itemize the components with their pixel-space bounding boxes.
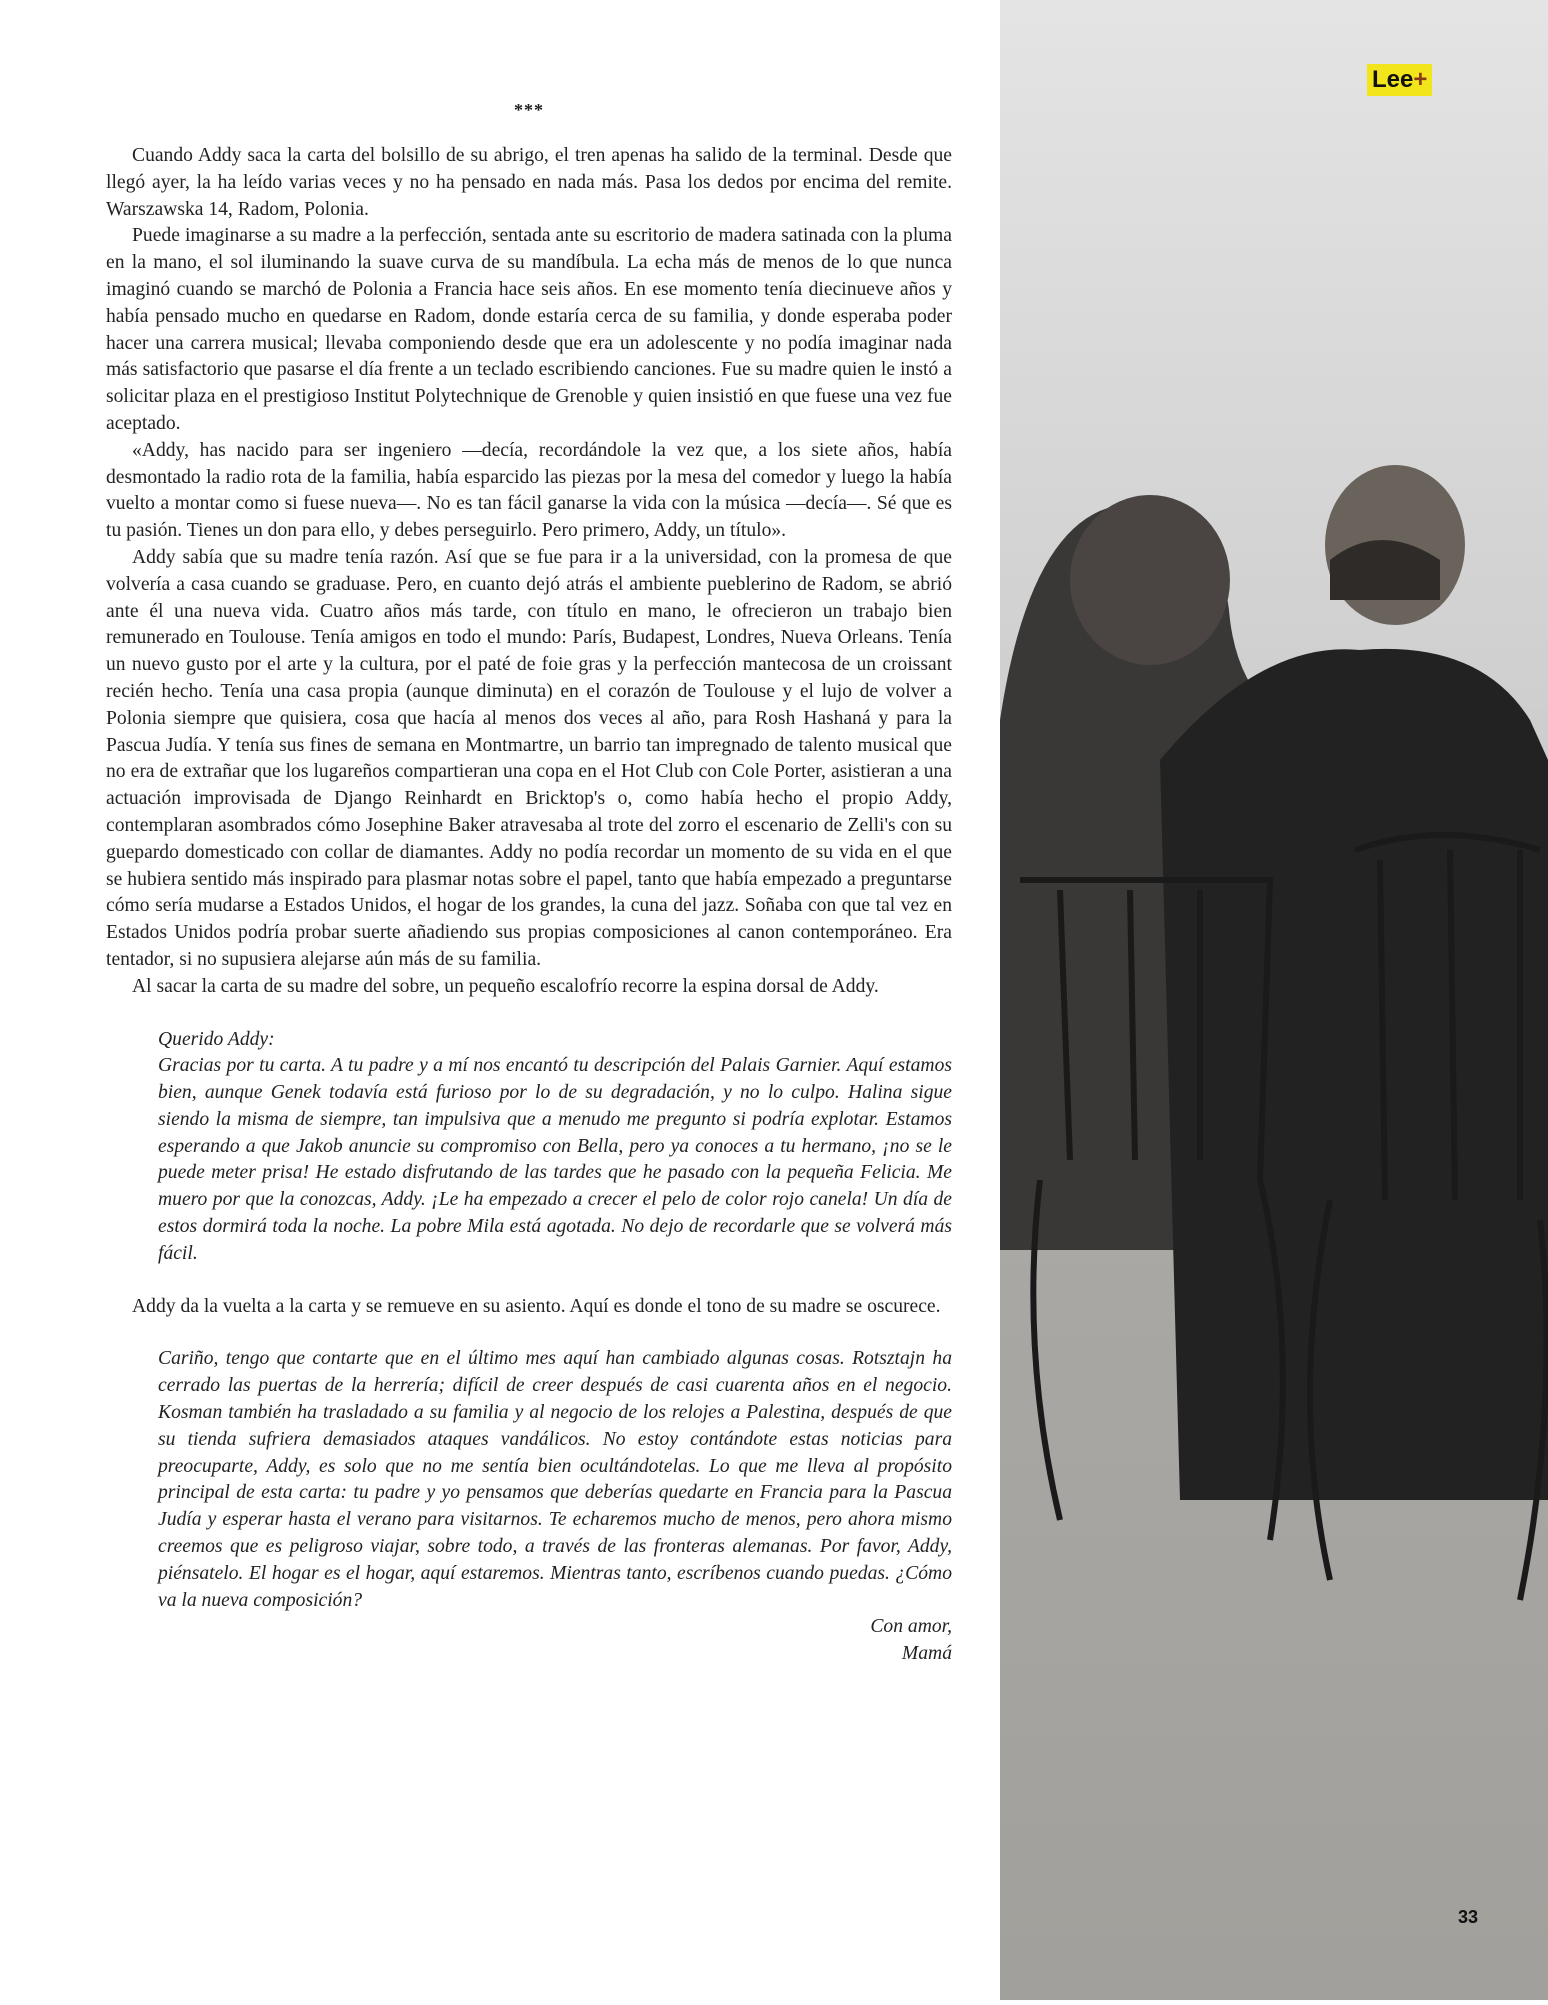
paragraph: Al sacar la carta de su madre del sobre, un pequeño escalofrío recorre la espina dorsal de Addy. bbox=[132, 975, 879, 997]
paragraph: Addy da la vuelta a la carta y se remueve en su asiento. Aquí es donde el tono de su madre se oscurece. bbox=[132, 1295, 941, 1317]
letter-body: Cariño, tengo que contarte que en el último mes aquí han cambiado algunas cosas. Rotsztajn ha cerrado las puertas de la herrería; difícil de creer después de casi cuarenta años en el negocio. Kosman también ha trasladado a su familia y al negocio de los relojes a Palestina, después de que su tienda sufriera demasiados ataques vandálicos. No estoy contándote estas noticias para preocuparte, Addy, es solo que no me sentía bien ocultándotelas. Lo que me lleva al propósito principal de esta carta: tu padre y yo pensamos que deberías quedarte en Francia para la Pascua Judía y esperar hasta el verano para visitarnos. Te echaremos mucho de menos, pero ahora mismo creemos que es peligroso viajar, sobre todo, a través de las fronteras alemanas. Por favor, Addy, piénsatelo. El hogar es el hogar, aquí estaremos. Mientras tanto, escríbenos cuando puedas. ¿Cómo va la nueva composición? bbox=[158, 1348, 952, 1611]
lee-plus-logo bbox=[1367, 64, 1432, 96]
couple-on-chairs-photo bbox=[1000, 0, 1548, 2000]
badge-text: Lee bbox=[1372, 66, 1414, 93]
paragraph: Cuando Addy saca la carta del bolsillo de su abrigo, el tren apenas ha salido de la terminal. Desde que llegó ayer, la ha leído varias veces y no ha pensado en nada más. Pasa los dedos por encima del remite. Warszawska 14, Radom, Polonia. bbox=[106, 145, 952, 220]
page-number: 33 bbox=[1458, 1907, 1479, 1927]
letter-greeting: Querido Addy: bbox=[158, 1028, 275, 1050]
article-column bbox=[106, 100, 952, 1694]
letter-closing: Con amor, bbox=[870, 1616, 952, 1638]
section-separator: *** bbox=[514, 100, 544, 120]
paragraph: «Addy, has nacido para ser ingeniero —decía, recordándole la vez que, a los siete años, había desmontado la radio rota de la familia, había esparcido las piezas por la mesa del comedor y luego la había vuelto a montar como si fuese nueva—. No es tan fácil ganarse la vida con la música —decía—. Sé que es tu pasión. Tienes un don para ello, y debes perseguirlo. Pero primero, Addy, un título». bbox=[106, 439, 952, 542]
paragraph: Addy sabía que su madre tenía razón. Así que se fue para ir a la universidad, con la promesa de que volvería a casa cuando se graduase. Pero, en cuanto dejó atrás el ambiente pueblerino de Radom, se abrió ante él una nueva vida. Cuatro años más tarde, con título en mano, le ofrecieron un trabajo bien remunerado en Toulouse. Tenía amigos en todo el mundo: París, Budapest, Londres, Nueva Orleans. Tenía un nuevo gusto por el arte y la cultura, por el paté de foie gras y la perfección mantecosa de un croissant recién hecho. Tenía una casa propia (aunque diminuta) en el corazón de Toulouse y el lujo de volver a Polonia siempre que quisiera, cosa que hacía al menos dos veces al año, para Rosh Hashaná y para la Pascua Judía. Y tenía sus fines de semana en Montmartre, un barrio tan impregnado de talento musical que no era de extrañar que los lugareños compartieran una copa en el Hot Club con Cole Porter, asistieran a una actuación improvisada de Django Reinhardt en Bricktop's o, como había hecho el propio Addy, contemplaran asombrados cómo Josephine Baker atravesaba al trote del zorro el escenario de Zelli's con su guepardo domesticado con collar de diamantes. Addy no podía recordar un momento de su vida en el que se hubiera sentido más inspirado para plasmar notas sobre el papel, tanto que había empezado a preguntarse cómo sería mudarse a Estados Unidos, el hogar de los grandes, la cuna del jazz. Soñaba con que tal vez en Estados Unidos podría probar suerte añadiendo sus propias composiciones al canon contemporáneo. Era tentador, si no supusiera alejarse aún más de su familia. bbox=[106, 546, 952, 970]
letter-excerpt-1 bbox=[158, 1027, 952, 1268]
letter-signature: Mamá bbox=[901, 1643, 952, 1665]
badge-plus: + bbox=[1413, 66, 1428, 93]
paragraph: Puede imaginarse a su madre a la perfección, sentada ante su escritorio de madera satinada con la pluma en la mano, el sol iluminando la suave curva de su mandíbula. La echa más de menos de lo que nunca imaginó cuando se marchó de Polonia a Francia hace seis años. En ese momento tenía diecinueve años y había pensado mucho en quedarse en Radom, donde estaría cerca de su familia, y donde esperaba poder hacer una carrera musical; llevaba componiendo desde que era un adolescente y no podía imaginar nada más satisfactorio que pasarse el día frente a un teclado escribiendo canciones. Fue su madre quien le instó a solicitar plaza en el prestigioso Institut Polytechnique de Grenoble y quien insistió en que fuese una vez fue aceptado. bbox=[106, 225, 952, 434]
letter-excerpt-2 bbox=[158, 1346, 952, 1668]
letter-body: Gracias por tu carta. A tu padre y a mí nos encantó tu descripción del Palais Garnier. Aquí estamos bien, aunque Genek todavía está furioso por lo de su degradación, y no lo culpo. Halina sigue siendo la misma de siempre, tan impulsiva que a menudo me pregunto si podría explotar. Estamos esperando a que Jakob anuncie su compromiso con Bella, pero ya conoces a tu hermano, ¡no se le puede meter prisa! He estado disfrutando de las tardes que he pasado con la pequeña Felicia. Me muero por que la conozcas, Addy. ¡Le ha empezado a crecer el pelo de color rojo canela! Un día de estos dormirá toda la noche. La pobre Mila está agotada. No dejo de recordarle que se volverá más fácil. bbox=[158, 1055, 952, 1264]
